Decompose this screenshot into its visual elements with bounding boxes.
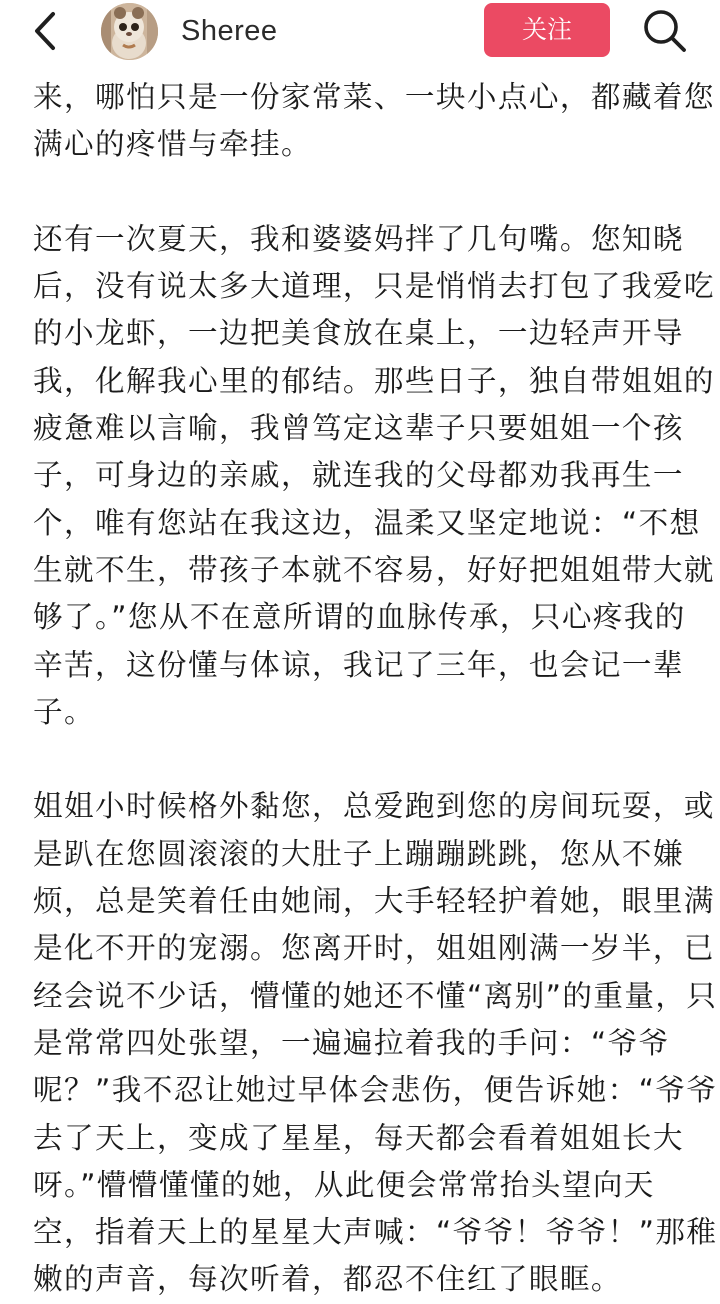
text-line: 还有一次夏天，我和婆婆妈拌了几句嘴。您知晓: [33, 221, 684, 256]
paragraph-spacer: [33, 169, 693, 216]
text-line: 后，没有说太多大道理，只是悄悄去打包了我爱吃: [33, 269, 715, 304]
text-line: 姐姐小时候格外黏您，总爱跑到您的房间玩耍，或: [33, 789, 715, 824]
text-line: 是化不开的宠溺。您离开时，姐姐刚满一岁半，已: [33, 931, 715, 966]
text-line: 子。: [33, 694, 95, 729]
author-avatar[interactable]: [101, 3, 158, 60]
article-body: [33, 74, 718, 1304]
chevron-left-icon: [22, 8, 72, 56]
text-line: 去了天上，变成了星星，每天都会看着姐姐长大: [33, 1120, 684, 1155]
text-line: 子，可身边的亲戚，就连我的父母都劝我再生一: [33, 458, 684, 493]
paragraph-spacer: [33, 736, 693, 783]
text-line: 我，化解我心里的郁结。那些日子，独自带姐姐的: [33, 363, 715, 398]
text-line: 嫩的声音，每次听着，都忍不住红了眼眶。: [33, 1262, 622, 1297]
search-button[interactable]: [640, 6, 690, 56]
back-button[interactable]: [22, 8, 72, 56]
follow-button[interactable]: 关注: [484, 3, 610, 57]
text-line: 生就不生，带孩子本就不容易，好好把姐姐带大就: [33, 552, 715, 587]
text-line: 够了。”您从不在意所谓的血脉传承，只心疼我的: [33, 600, 686, 635]
text-line: 经会说不少话，懵懂的她还不懂“离别”的重量，只: [33, 978, 718, 1013]
text-line: 个，唯有您站在我这边，温柔又坚定地说：“不想: [33, 505, 701, 540]
paragraph: [33, 216, 715, 736]
text-line: 烦，总是笑着任由她闹，大手轻轻护着她，眼里满: [33, 884, 715, 919]
text-line: 呢？”我不忍让她过早体会悲伤，便告诉她：“爷爷: [33, 1073, 718, 1108]
text-line: 来，哪怕只是一份家常菜、一块小点心，都藏着您: [33, 80, 715, 114]
text-line: 满心的疼惜与牵挂。: [33, 127, 312, 162]
text-line: 是趴在您圆滚滚的大肚子上蹦蹦跳跳，您从不嫌: [33, 836, 684, 871]
search-icon: [640, 6, 690, 56]
author-name[interactable]: Sheree: [181, 15, 278, 47]
text-line: 呀。”懵懵懂懂的她，从此便会常常抬头望向天: [33, 1167, 655, 1202]
paragraph: [33, 74, 715, 169]
text-line: 辛苦，这份懂与体谅，我记了三年，也会记一辈: [33, 647, 684, 682]
text-line: 的小龙虾，一边把美食放在桌上，一边轻声开导: [33, 316, 684, 351]
paragraph: [33, 783, 718, 1303]
top-nav-bar: [0, 0, 720, 70]
avatar-image: [101, 3, 158, 60]
text-line: 空，指着天上的星星大声喊：“爷爷！爷爷！”那稚: [33, 1215, 718, 1250]
text-line: 是常常四处张望，一遍遍拉着我的手问：“爷爷: [33, 1025, 670, 1060]
text-line: 疲惫难以言喻，我曾笃定这辈子只要姐姐一个孩: [33, 411, 684, 446]
